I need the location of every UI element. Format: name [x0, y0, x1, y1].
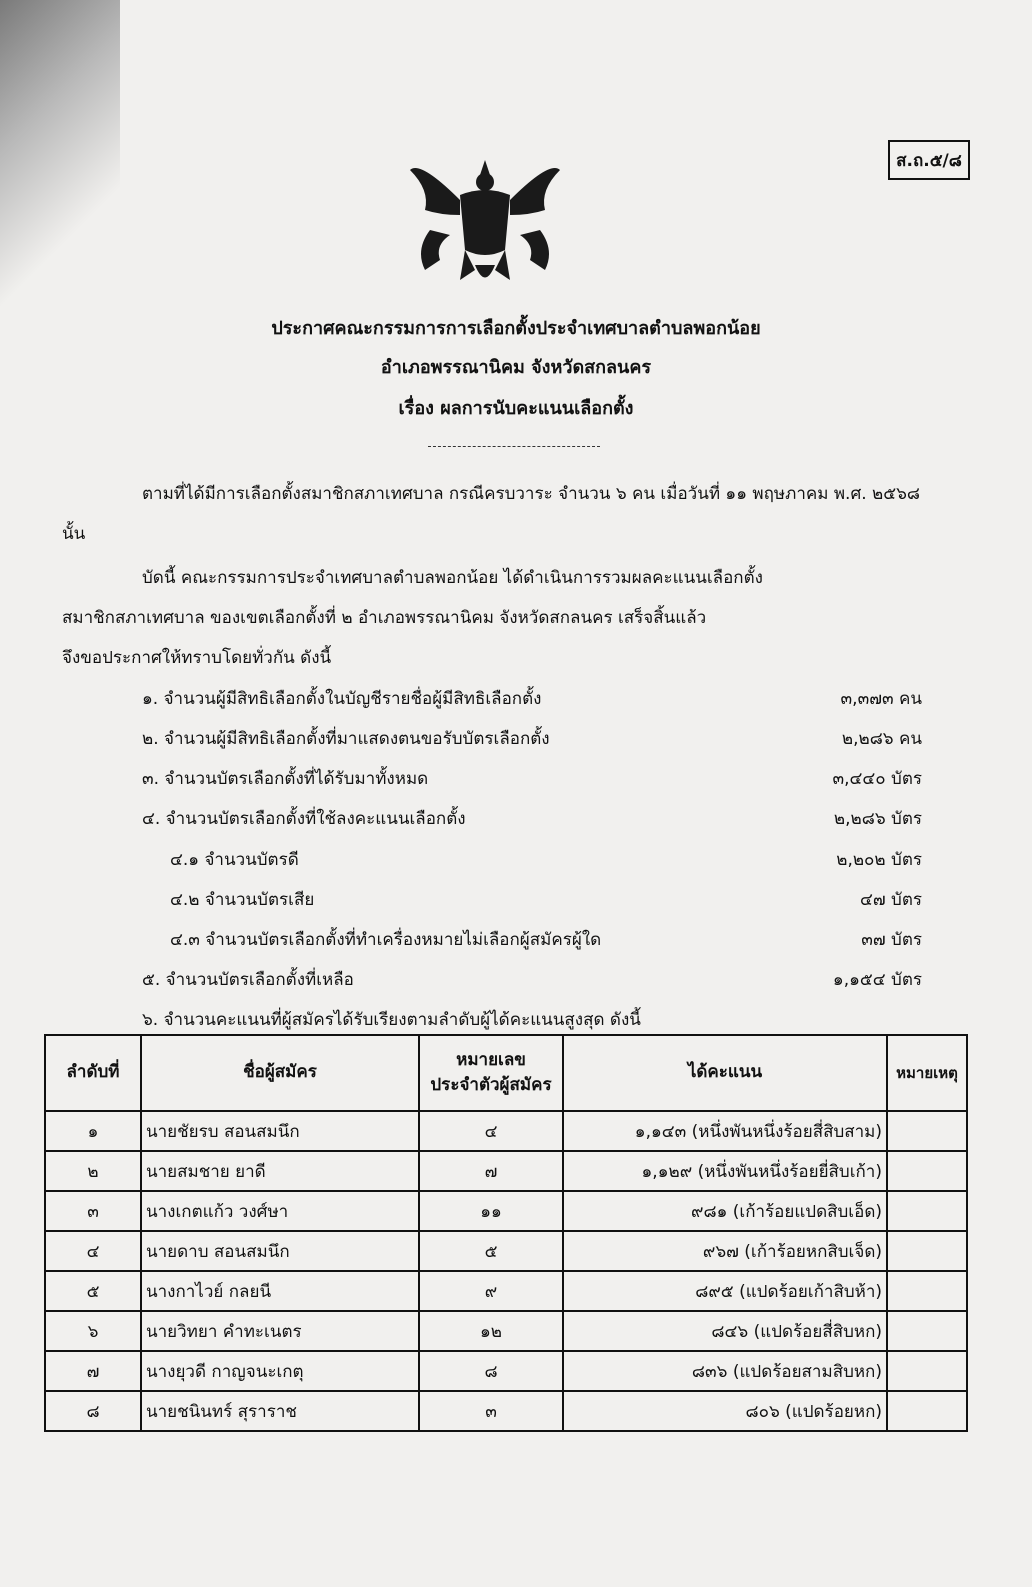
cell-remark — [887, 1271, 967, 1311]
header-number — [419, 1035, 563, 1111]
item-1-label: ๑. จำนวนผู้มีสิทธิเลือกตั้งในบัญชีรายชื่อผู้มีสิทธิเลือกตั้ง — [142, 689, 542, 709]
cell-score: ๘๔๖ (แปดร้อยสี่สิบหก) — [563, 1311, 887, 1351]
announcement-subject: เรื่อง ผลการนับคะแนนเลือกตั้ง — [398, 398, 634, 419]
cell-score: ๑,๑๒๙ (หนึ่งพันหนึ่งร้อยยี่สิบเก้า) — [563, 1151, 887, 1191]
table-row — [45, 1271, 967, 1311]
item-2-value: ๒,๒๘๖ คน — [841, 729, 922, 749]
cell-remark — [887, 1391, 967, 1431]
item-3-label: ๓. จำนวนบัตรเลือกตั้งที่ได้รับมาทั้งหมด — [142, 769, 429, 789]
cell-remark — [887, 1351, 967, 1391]
results-table — [44, 1034, 968, 1432]
cell-rank: ๗ — [45, 1351, 141, 1391]
table-row — [45, 1111, 967, 1151]
item-4-3-label: ๔.๓ จำนวนบัตรเลือกตั้งที่ทำเครื่องหมายไม่เลือกผู้สมัครผู้ใด — [170, 930, 602, 950]
header-rank: ลำดับที่ — [45, 1035, 141, 1111]
item-2-label: ๒. จำนวนผู้มีสิทธิเลือกตั้งที่มาแสดงตนขอรับบัตรเลือกตั้ง — [142, 729, 550, 749]
item-4-2-value: ๔๗ บัตร — [859, 890, 922, 910]
item-4-value: ๒,๒๘๖ บัตร — [833, 809, 922, 829]
garuda-emblem-icon — [400, 140, 570, 300]
item-4-1-label: ๔.๑ จำนวนบัตรดี — [170, 850, 299, 870]
table-row — [45, 1391, 967, 1431]
intro-line-2: นั้น — [62, 524, 86, 544]
cell-rank: ๖ — [45, 1311, 141, 1351]
cell-number: ๔ — [419, 1111, 563, 1151]
item-4-label: ๔. จำนวนบัตรเลือกตั้งที่ใช้ลงคะแนนเลือกตั้ง — [142, 809, 466, 829]
page-edge-shadow — [0, 0, 120, 320]
header-number-line1: หมายเลข — [456, 1049, 526, 1070]
cell-number: ๘ — [419, 1351, 563, 1391]
table-row — [45, 1231, 967, 1271]
cell-remark — [887, 1191, 967, 1231]
cell-name: นายวิทยา คำทะเนตร — [141, 1311, 419, 1351]
cell-name: นางเกตแก้ว วงศ์ษา — [141, 1191, 419, 1231]
announcement-district: อำเภอพรรณานิคม จังหวัดสกลนคร — [380, 357, 652, 378]
item-3-value: ๓,๔๔๐ บัตร — [832, 769, 922, 789]
cell-rank: ๔ — [45, 1231, 141, 1271]
item-5-value: ๑,๑๕๔ บัตร — [832, 970, 922, 990]
cell-rank: ๘ — [45, 1391, 141, 1431]
cell-score: ๑,๑๔๓ (หนึ่งพันหนึ่งร้อยสี่สิบสาม) — [563, 1111, 887, 1151]
cell-rank: ๒ — [45, 1151, 141, 1191]
table-row — [45, 1351, 967, 1391]
cell-name: นางยุวดี กาญจนะเกตุ — [141, 1351, 419, 1391]
header-score: ได้คะแนน — [563, 1035, 887, 1111]
item-6-label: ๖. จำนวนคะแนนที่ผู้สมัครได้รับเรียงตามลำดับผู้ได้คะแนนสูงสุด ดังนี้ — [142, 1010, 641, 1030]
item-4-2-label: ๔.๒ จำนวนบัตรเสีย — [170, 890, 315, 910]
table-row — [45, 1191, 967, 1231]
table-row — [45, 1151, 967, 1191]
cell-score: ๙๘๑ (เก้าร้อยแปดสิบเอ็ด) — [563, 1191, 887, 1231]
cell-name: นางกาไวย์ กลยนี — [141, 1271, 419, 1311]
intro-line-1: ตามที่ได้มีการเลือกตั้งสมาชิกสภาเทศบาล กรณีครบวาระ จำนวน ๖ คน เมื่อวันที่ ๑๑ พฤษภาคม พ.ศ. ๒๕๖๘ — [142, 484, 921, 504]
item-4-3-value: ๓๗ บัตร — [861, 930, 922, 950]
cell-rank: ๑ — [45, 1111, 141, 1151]
cell-name: นายดาบ สอนสมนึก — [141, 1231, 419, 1271]
cell-name: นายชนินทร์ สุราราช — [141, 1391, 419, 1431]
cell-name: นายสมชาย ยาดี — [141, 1151, 419, 1191]
cell-score: ๘๐๖ (แปดร้อยหก) — [563, 1391, 887, 1431]
cell-rank: ๕ — [45, 1271, 141, 1311]
table-row — [45, 1311, 967, 1351]
cell-remark — [887, 1111, 967, 1151]
cell-score: ๙๖๗ (เก้าร้อยหกสิบเจ็ด) — [563, 1231, 887, 1271]
table-header-row — [45, 1035, 967, 1111]
cell-remark — [887, 1231, 967, 1271]
cell-number: ๕ — [419, 1231, 563, 1271]
body-line-2: สมาชิกสภาเทศบาล ของเขตเลือกตั้งที่ ๒ อำเภอพรรณานิคม จังหวัดสกลนคร เสร็จสิ้นแล้ว — [62, 608, 707, 628]
cell-number: ๙ — [419, 1271, 563, 1311]
title-divider — [428, 446, 600, 447]
cell-number: ๓ — [419, 1391, 563, 1431]
item-5-label: ๕. จำนวนบัตรเลือกตั้งที่เหลือ — [142, 970, 354, 990]
body-line-3: จึงขอประกาศให้ทราบโดยทั่วกัน ดังนี้ — [62, 648, 332, 668]
cell-remark — [887, 1151, 967, 1191]
announcement-title: ประกาศคณะกรรมการการเลือกตั้งประจำเทศบาลตำบลพอกน้อย — [271, 318, 761, 339]
header-name: ชื่อผู้สมัคร — [141, 1035, 419, 1111]
body-line-1: บัดนี้ คณะกรรมการประจำเทศบาลตำบลพอกน้อย ได้ดำเนินการรวมผลคะแนนเลือกตั้ง — [142, 568, 763, 588]
cell-number: ๑๒ — [419, 1311, 563, 1351]
cell-remark — [887, 1311, 967, 1351]
cell-number: ๗ — [419, 1151, 563, 1191]
cell-number: ๑๑ — [419, 1191, 563, 1231]
header-number-line2: ประจำตัวผู้สมัคร — [430, 1075, 552, 1095]
cell-rank: ๓ — [45, 1191, 141, 1231]
cell-score: ๘๙๕ (แปดร้อยเก้าสิบห้า) — [563, 1271, 887, 1311]
cell-score: ๘๓๖ (แปดร้อยสามสิบหก) — [563, 1351, 887, 1391]
form-code-box: ส.ถ.๕/๘ — [888, 140, 970, 180]
cell-name: นายชัยรบ สอนสมนึก — [141, 1111, 419, 1151]
header-remark: หมายเหตุ — [887, 1035, 967, 1111]
item-4-1-value: ๒,๒๐๒ บัตร — [836, 850, 922, 870]
item-1-value: ๓,๓๗๓ คน — [840, 689, 922, 709]
